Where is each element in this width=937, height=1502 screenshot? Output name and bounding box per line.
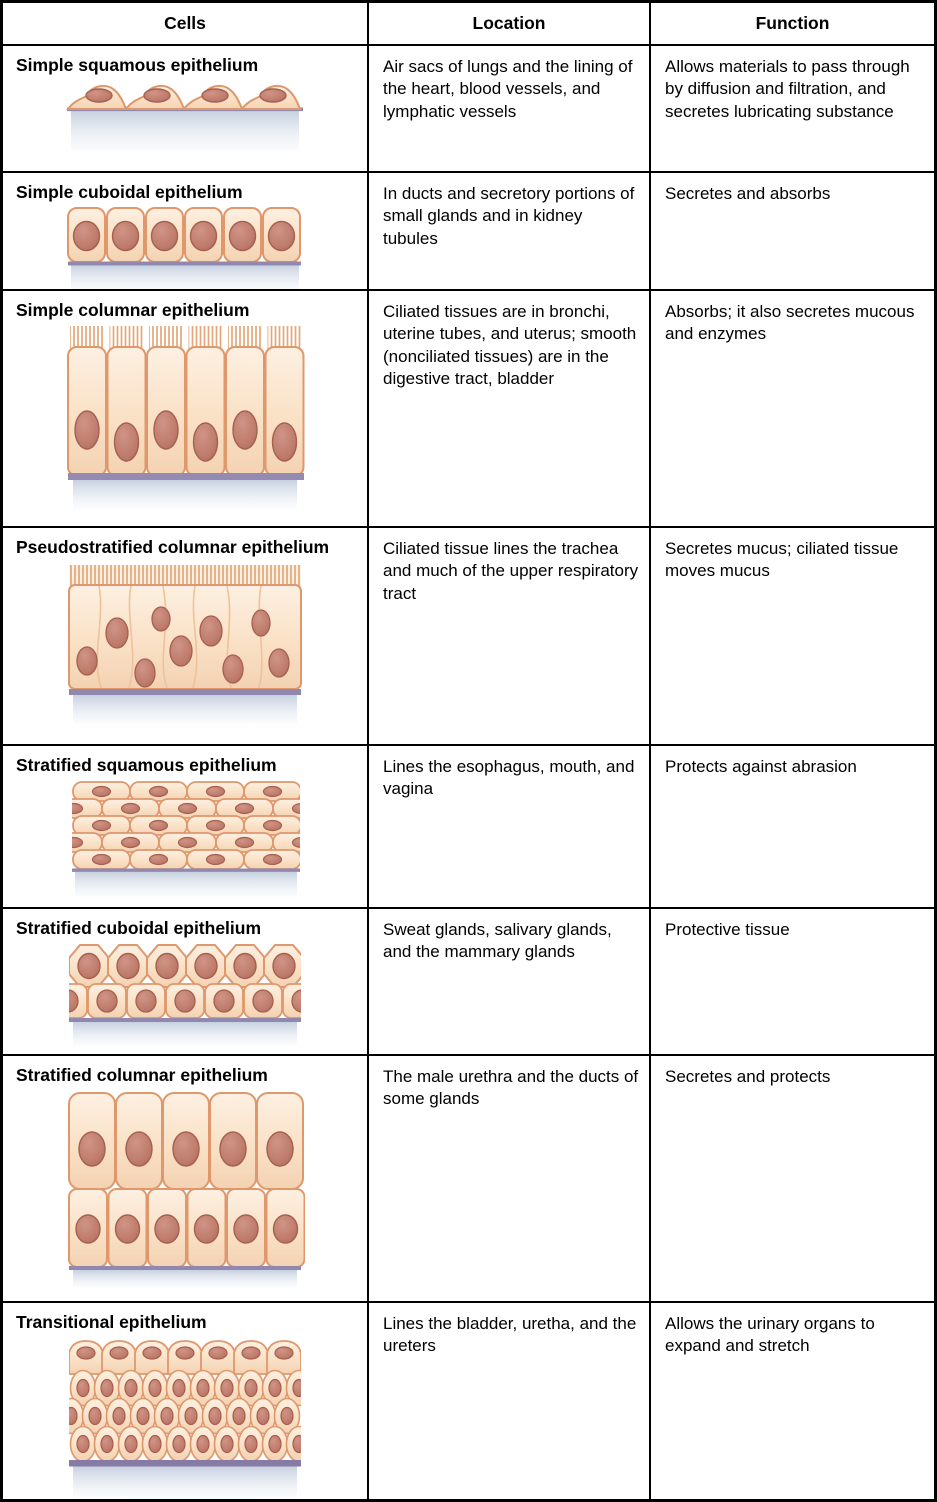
table-cell-location xyxy=(369,46,651,173)
transitional-illustration xyxy=(3,1336,367,1499)
row-title: Simple squamous epithelium xyxy=(16,55,259,75)
column-header-location: Location xyxy=(369,3,651,46)
table-cell-cells xyxy=(3,173,369,291)
function-text: Protective tissue xyxy=(665,920,790,939)
location-text: The male urethra and the ducts of some glands xyxy=(383,1067,639,1109)
table-cell-cells xyxy=(3,1056,369,1303)
row-title: Stratified columnar epithelium xyxy=(16,1065,268,1085)
table-cell-function xyxy=(651,1303,934,1499)
row-title: Simple cuboidal epithelium xyxy=(16,182,243,202)
column-header-function: Function xyxy=(651,3,934,46)
location-text: Lines the bladder, uretha, and the ureters xyxy=(383,1314,637,1356)
function-text: Secretes and absorbs xyxy=(665,184,831,203)
function-text: Secretes mucus; ciliated tissue moves mucus xyxy=(665,539,899,581)
table-cell-location xyxy=(369,746,651,909)
location-text: Ciliated tissues are in bronchi, uterine tubes, and uterus; smooth (nonciliated tissues) are in the digestive tract, bladder xyxy=(383,302,637,389)
table-cell-location xyxy=(369,1056,651,1303)
table-cell-location xyxy=(369,909,651,1056)
function-text: Secretes and protects xyxy=(665,1067,831,1086)
location-text: Air sacs of lungs and the lining of the heart, blood vessels, and lymphatic vessels xyxy=(383,57,633,121)
simple-squamous-illustration xyxy=(3,79,367,157)
table-cell-location xyxy=(369,291,651,528)
table-cell-function xyxy=(651,291,934,528)
table-cell-cells xyxy=(3,528,369,746)
table-cell-cells xyxy=(3,1303,369,1499)
table-cell-cells xyxy=(3,909,369,1056)
function-text: Absorbs; it also secretes mucous and enzymes xyxy=(665,302,915,344)
location-text: Lines the esophagus, mouth, and vagina xyxy=(383,757,635,799)
table-cell-function xyxy=(651,528,934,746)
stratified-columnar-illustration xyxy=(3,1089,367,1289)
table-cell-cells xyxy=(3,746,369,909)
table-cell-location xyxy=(369,528,651,746)
table-cell-cells xyxy=(3,291,369,528)
table-cell-function xyxy=(651,909,934,1056)
function-text: Allows the urinary organs to expand and stretch xyxy=(665,1314,875,1356)
table-cell-function xyxy=(651,746,934,909)
table-cell-function xyxy=(651,46,934,173)
location-text: Sweat glands, salivary glands, and the mammary glands xyxy=(383,920,612,962)
row-title: Simple columnar epithelium xyxy=(16,300,250,320)
stratified-cuboidal-illustration xyxy=(3,942,367,1048)
function-text: Protects against abrasion xyxy=(665,757,857,776)
simple-cuboidal-illustration xyxy=(3,206,367,291)
table-cell-function xyxy=(651,173,934,291)
table-cell-location xyxy=(369,173,651,291)
row-title: Stratified cuboidal epithelium xyxy=(16,918,262,938)
row-title: Transitional epithelium xyxy=(16,1312,207,1332)
table-cell-location xyxy=(369,1303,651,1499)
table-cell-cells xyxy=(3,46,369,173)
row-title: Stratified squamous epithelium xyxy=(16,755,277,775)
column-header-cells: Cells xyxy=(3,3,369,46)
pseudostratified-columnar-illustration xyxy=(3,561,367,729)
stratified-squamous-illustration xyxy=(3,779,367,899)
table-cell-function xyxy=(651,1056,934,1303)
simple-columnar-illustration xyxy=(3,324,367,514)
location-text: Ciliated tissue lines the trachea and much of the upper respiratory tract xyxy=(383,539,639,603)
location-text: In ducts and secretory portions of small glands and in kidney tubules xyxy=(383,184,635,248)
function-text: Allows materials to pass through by diffusion and filtration, and secretes lubricating substance xyxy=(665,57,910,121)
row-title: Pseudostratified columnar epithelium xyxy=(16,537,330,557)
